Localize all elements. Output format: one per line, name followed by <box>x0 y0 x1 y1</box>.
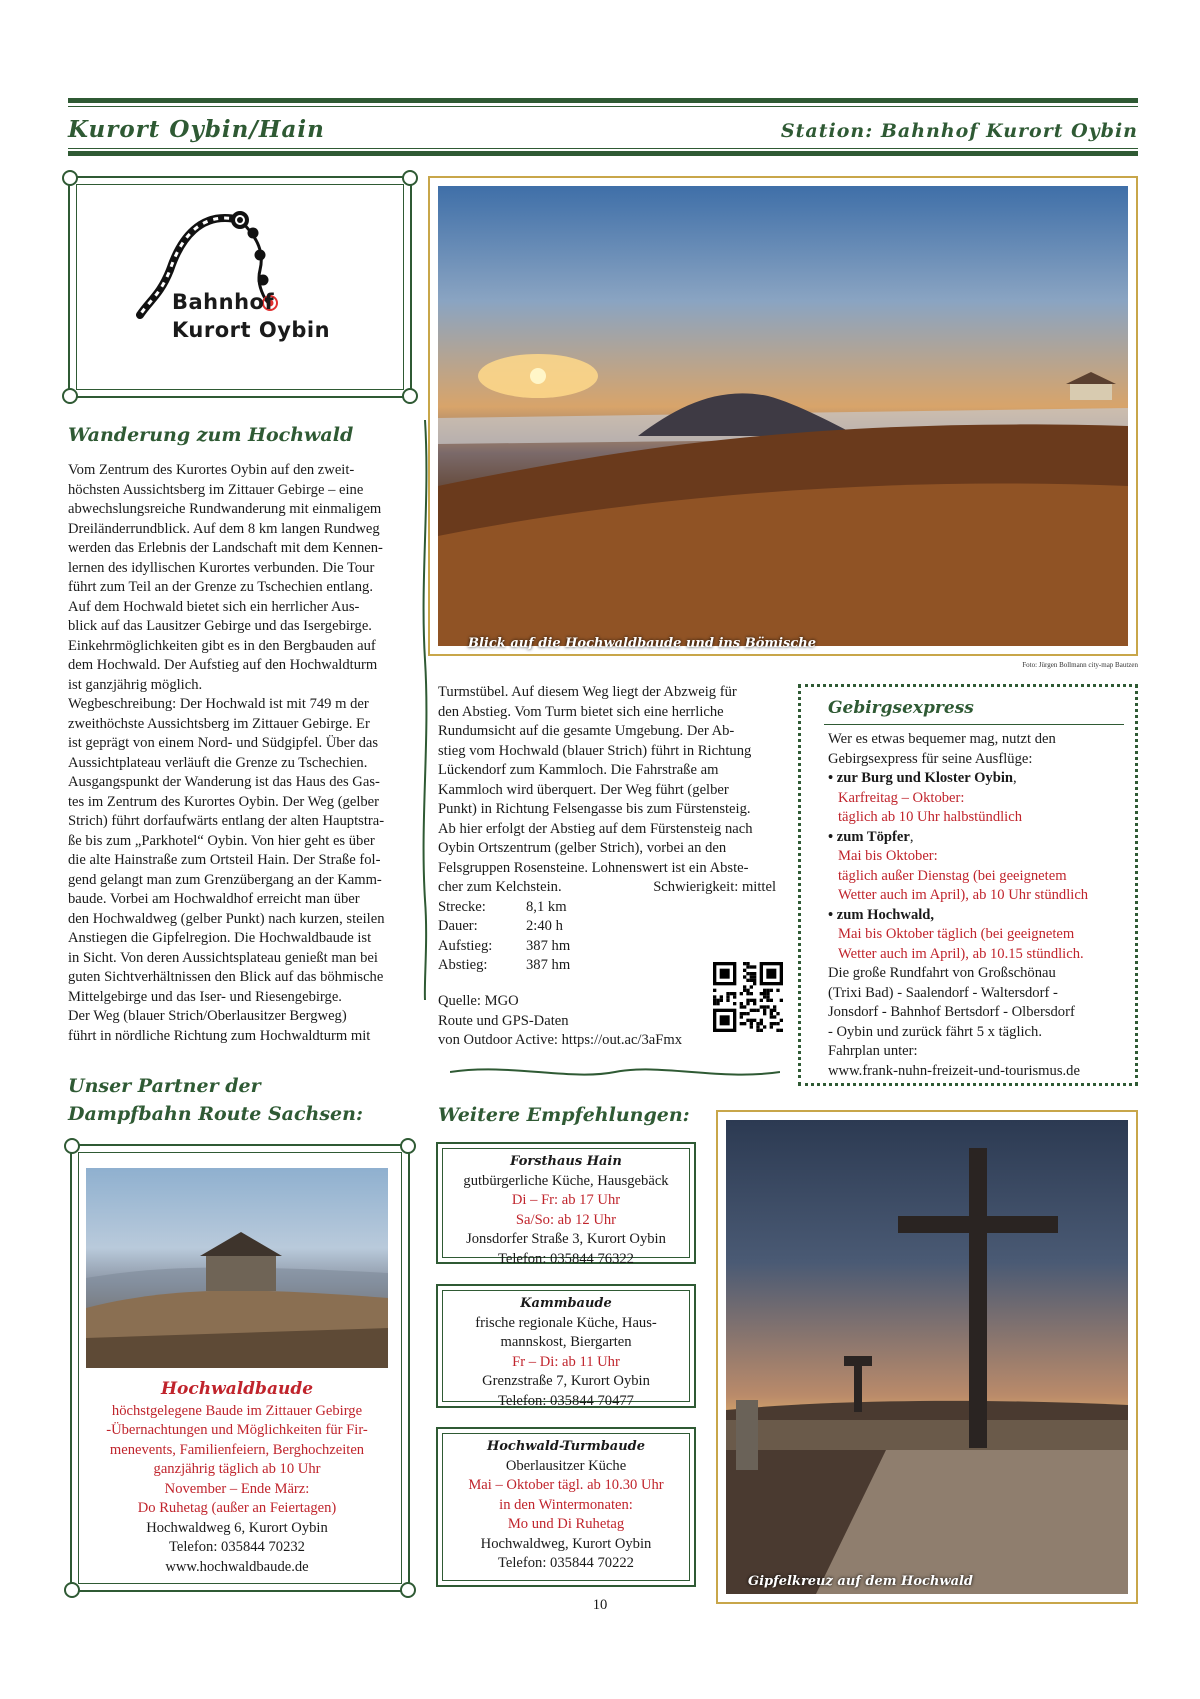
partner-red-line: menevents, Familienfeiern, Berghochzeiten <box>109 1441 365 1458</box>
express-outro-line: Jonsdorf - Bahnhof Bertsdorf - Olbersdorf <box>828 1004 1075 1020</box>
recommendation-hours: Fr – Di: ab 11 Uhr <box>512 1353 620 1370</box>
hike-text-line: Oybin Ortszentrum (gelber Strich), vorbei an den <box>438 840 727 856</box>
recommendation-content <box>438 1152 694 1269</box>
express-stop-time: Mai bis Oktober: <box>838 848 938 864</box>
express-stop-heading <box>828 906 1128 926</box>
recommendation-card <box>436 1142 696 1267</box>
stats-label: Strecke: <box>438 898 486 915</box>
recommendations-heading: Weitere Empfehlungen: <box>438 1104 690 1126</box>
qr-module <box>766 969 776 979</box>
qr-module <box>750 965 753 968</box>
qr-module <box>746 965 749 968</box>
partner-info-black <box>86 1519 388 1578</box>
qr-module <box>746 962 749 965</box>
hike-source <box>438 992 768 1051</box>
qr-module <box>770 989 773 992</box>
express-content-lines <box>828 730 1128 1081</box>
ornament-icon <box>400 1138 416 1154</box>
recommendation-content <box>438 1437 694 1574</box>
partner-black-line: www.hochwaldbaude.de <box>165 1558 309 1575</box>
hike-text-line: lernen des idyllischen Kurortes verbunden. Die Tour <box>68 559 375 576</box>
partner-red-line: -Übernachtungen und Möglichkeiten für Fir- <box>106 1422 368 1438</box>
hike-text-line: tes im Zentrum des Kurortes Oybin. Der Weg (gelber <box>68 793 380 810</box>
hike-text-line: führt zum Teil an der Grenze zu Tschechien entlang. <box>68 579 373 595</box>
source-line: Route und GPS-Daten <box>438 1012 569 1029</box>
qr-module <box>770 1022 773 1025</box>
qr-module <box>773 1009 776 1012</box>
ornament-icon <box>400 1582 416 1598</box>
partner-heading-line1: Unser Partner der <box>68 1075 261 1097</box>
header-rule-top <box>68 98 1138 103</box>
stats-label: Dauer: <box>438 918 478 934</box>
hike-text-line: Auf dem Hochwald bietet sich ein herrlicher Aus- <box>68 598 360 615</box>
qr-module <box>770 1009 773 1012</box>
hike-text-line: baude. Vorbei am Hochwaldhof erreicht man über <box>68 891 360 907</box>
recommendation-desc: Oberlausitzer Küche <box>505 1457 627 1474</box>
hike-text-line: Mittelgebirge und das Iser- und Riesengebirge. <box>68 988 342 1005</box>
stats-row <box>438 917 570 937</box>
express-stop-suffix: , <box>909 828 914 845</box>
qr-module <box>776 1022 779 1025</box>
recommendation-contact: Telefon: 035844 70222 <box>498 1555 634 1571</box>
hike-text-line: Ab hier erfolgt der Abstieg auf dem Fürstensteig nach <box>438 820 753 837</box>
hike-text-line: Punkt) in Richtung Felsengasse bis zum Fürstensteig. <box>438 801 751 817</box>
express-title-rule <box>824 724 1124 725</box>
qr-module <box>770 1012 773 1015</box>
hike-text-line: Dreiländerrundblick. Auf dem 8 km langen Rundweg <box>68 520 380 537</box>
qr-module <box>773 1005 776 1008</box>
hike-text-line: ist ganzjährig möglich. <box>68 676 203 693</box>
hike-text-col1 <box>68 461 420 1046</box>
recommendation-title: Forsthaus Hain <box>510 1154 622 1169</box>
recommendation-hours: Mo und Di Ruhetag <box>507 1516 625 1532</box>
stats-value: 387 hm <box>526 957 571 973</box>
hike-text-line: Aussichtplateau verläuft die Grenze zu Tschechien. <box>68 754 368 771</box>
qr-module <box>770 1015 773 1018</box>
hike-source-lines <box>438 992 768 1051</box>
hike-text-line: blick auf das Lausitzer Gebirge und das Isergebirge. <box>68 618 372 634</box>
cross-photo-caption: Gipfelkreuz auf dem Hochwald <box>748 1574 974 1589</box>
header-rule-top-thin <box>68 106 1138 107</box>
hike-stats-table <box>438 898 570 976</box>
route-stop <box>248 228 259 239</box>
recommendation-desc: mannskost, Biergarten <box>500 1334 632 1350</box>
stats-row <box>438 898 570 918</box>
recommendation-hours: Sa/So: ab 12 Uhr <box>515 1211 617 1228</box>
hike-text-line: Lückendorf zum Kammloch. Die Fahrstraße am <box>438 762 719 778</box>
route-stop <box>237 217 243 223</box>
express-content <box>828 730 1128 1081</box>
hike-text-line: höchsten Aussichtsberg im Zittauer Gebirge – eine <box>68 481 364 498</box>
partner-red-line: Do Ruhetag (außer an Feiertagen) <box>137 1500 337 1516</box>
qr-module <box>743 969 746 972</box>
recommendation-content <box>438 1294 694 1411</box>
route-stop <box>255 250 266 261</box>
hike-text-line: Turmstübel. Auf diesem Weg liegt der Abzweig für <box>438 684 737 700</box>
recommendation-hours: in den Wintermonaten: <box>499 1496 633 1513</box>
qr-module <box>776 989 779 992</box>
ornament-icon <box>402 170 418 186</box>
express-stop-time: täglich außer Dienstag (bei geeignetem <box>838 867 1067 884</box>
header-rule-bottom <box>68 151 1138 156</box>
hike-last-line <box>438 878 782 898</box>
hike-text-line: ist geprägt von einem Nord- und Südgipfel. Über das <box>68 735 379 751</box>
ornament-icon <box>62 388 78 404</box>
stats-label: Abstieg: <box>438 957 488 973</box>
partner-black-line: Hochwaldweg 6, Kurort Oybin <box>146 1519 328 1536</box>
partner-text <box>86 1380 388 1577</box>
express-outro-line: - Oybin und zurück fährt 5 x täglich. <box>828 1023 1042 1040</box>
main-photo <box>438 186 1128 646</box>
header-right-title: Station: Bahnhof Kurort Oybin <box>780 120 1138 142</box>
recommendation-hours: Mai – Oktober tägl. ab 10.30 Uhr <box>468 1477 664 1493</box>
ornament-icon <box>64 1582 80 1598</box>
hike-text-line: zweithöchste Aussichtsberg im Zittauer Gebirge. Er <box>68 715 370 732</box>
hike-text-line: den Abstieg. Vom Turm bietet sich eine herrliche <box>438 703 724 720</box>
qr-module <box>776 1012 779 1015</box>
hike-text-line: Wegbeschreibung: Der Hochwald ist mit 749 m der <box>68 696 369 712</box>
qr-module <box>780 1029 783 1032</box>
qr-module <box>753 982 756 985</box>
divider-flourish <box>450 1063 780 1081</box>
qr-module <box>750 975 753 978</box>
hike-last-text: cher zum Kelchstein. <box>438 879 562 895</box>
express-intro-line: Gebirgsexpress für seine Ausflüge: <box>828 750 1033 767</box>
partner-photo <box>86 1168 388 1368</box>
main-photo-caption: Blick auf die Hochwaldbaude und ins Bömische <box>468 636 817 651</box>
stats-row <box>438 937 570 957</box>
recommendation-card <box>436 1427 696 1587</box>
recommendation-contact: Hochwaldweg, Kurort Oybin <box>480 1535 652 1552</box>
hike-text-line: gend gelangt man zum Grenzübergang an der Kamm- <box>68 871 382 888</box>
stats-value: 387 hm <box>526 937 571 954</box>
hike-text-line: ße bis zum „Parkhotel“ Oybin. Von hier geht es über <box>68 832 375 849</box>
stats-value: 2:40 h <box>526 918 563 934</box>
stats-label: Aufstieg: <box>438 937 493 954</box>
partner-red-line: höchstgelegene Baude im Zittauer Gebirge <box>111 1402 363 1419</box>
qr-module <box>753 972 756 975</box>
partner-title: Hochwaldbaude <box>160 1379 314 1399</box>
source-line: von Outdoor Active: https://out.ac/3aFmx <box>438 1032 683 1048</box>
express-stop-time: Wetter auch im April), ab 10.15 stündlich. <box>838 945 1084 962</box>
express-stop-time: Wetter auch im April), ab 10 Uhr stündlich <box>838 887 1089 903</box>
express-stop-name: • zum Töpfer <box>828 828 910 845</box>
hike-text-line: Kammloch wird überquert. Der Weg führt (gelber <box>438 781 729 798</box>
express-outro-line: www.frank-nuhn-freizeit-und-tourismus.de <box>828 1062 1080 1079</box>
hike-text-line: Felsgruppen Rosensteine. Lohnenswert ist ein Abste- <box>438 859 749 876</box>
express-stop-suffix: , <box>1013 770 1017 786</box>
express-stop-time: Mai bis Oktober täglich (bei geeignetem <box>838 926 1075 942</box>
hike-text-line: die alte Hainstraße zum Ortsteil Hain. Der Straße fol- <box>68 852 381 868</box>
qr-module <box>746 972 749 975</box>
hike-text-line: dem Hochwald. Der Aufstieg auf den Hochwaldturm <box>68 657 378 673</box>
hike-text-line: Vom Zentrum des Kurortes Oybin auf den zweit- <box>68 462 355 478</box>
recommendation-card <box>436 1284 696 1408</box>
qr-module <box>753 975 756 978</box>
express-stop-name: • zur Burg und Kloster Oybin <box>828 770 1014 786</box>
ornament-icon <box>402 388 418 404</box>
express-outro-line: (Trixi Bad) - Saalendorf - Waltersdorf - <box>828 984 1058 1001</box>
express-stop-heading <box>828 828 1128 848</box>
express-stop-name: • zum Hochwald, <box>828 906 935 923</box>
recommendation-contact: Telefon: 035844 76322 <box>498 1250 634 1267</box>
stats-value: 8,1 km <box>526 898 567 915</box>
hike-text-line: Ausgangspunkt der Wanderung ist das Haus des Gas- <box>68 774 380 790</box>
recommendation-contact: Telefon: 035844 70477 <box>498 1392 634 1409</box>
hike-text-line: Strich) führt dorfaufwärts entlang der alten Hauptstra- <box>68 813 385 829</box>
recommendation-hours: Di – Fr: ab 17 Uhr <box>511 1192 621 1208</box>
partner-info-red <box>86 1402 388 1519</box>
qr-module <box>770 999 773 1002</box>
cross-photo <box>726 1120 1128 1594</box>
partner-heading-line2: Dampfbahn Route Sachsen: <box>68 1103 363 1125</box>
ornament-icon <box>64 1138 80 1154</box>
qr-module <box>720 969 730 979</box>
qr-module <box>746 979 749 982</box>
qr-module <box>750 972 753 975</box>
qr-module <box>753 965 756 968</box>
qr-module <box>753 979 756 982</box>
partner-black-line: Telefon: 035844 70232 <box>169 1539 305 1555</box>
page-number: 10 <box>592 1597 608 1613</box>
recommendation-contact: Jonsdorfer Straße 3, Kurort Oybin <box>466 1231 666 1247</box>
qr-module <box>770 1025 773 1028</box>
partner-red-line: ganzjährig täglich ab 10 Uhr <box>153 1461 321 1477</box>
express-stop-time: täglich ab 10 Uhr halbstündlich <box>838 809 1023 825</box>
hike-text-line: den Hochwaldweg (gelber Punkt) nach kurzen, steilen <box>68 910 385 927</box>
hike-text-line: guten Sichtverhältnissen den Blick auf das böhmische <box>68 969 384 985</box>
express-intro-line: Wer es etwas bequemer mag, nutzt den <box>828 731 1056 747</box>
hike-title: Wanderung zum Hochwald <box>68 424 354 446</box>
cross-photo-scene <box>726 1120 1128 1594</box>
qr-module <box>750 985 753 988</box>
recommendation-desc: gutbürgerliche Küche, Hausgebäck <box>463 1172 669 1189</box>
partner-red-line: November – Ende März: <box>164 1480 310 1497</box>
station-name-line2: Kurort Oybin <box>172 318 331 342</box>
hike-text-col2-lines <box>438 683 782 878</box>
ornament-icon <box>62 170 78 186</box>
stats-row <box>438 956 570 976</box>
main-photo-credit: Foto: Jürgen Bollmann city-map Bautzen <box>1022 661 1138 669</box>
qr-module <box>750 979 753 982</box>
express-stop-heading <box>828 769 1128 789</box>
partner-photo-scene <box>86 1168 388 1368</box>
qr-module <box>773 1022 776 1025</box>
qr-module <box>780 999 783 1002</box>
source-line: Quelle: MGO <box>438 993 519 1009</box>
hike-text-col1-lines <box>68 461 420 1046</box>
main-photo-scene <box>438 186 1128 646</box>
station-name-line1: Bahnhof <box>172 290 275 314</box>
hike-text-line: Der Weg (blauer Strich/Oberlausitzer Bergweg) <box>68 1008 347 1024</box>
express-outro-line: Die große Rundfahrt von Großschönau <box>828 965 1056 981</box>
hike-text-line: Anstiegen die Gipfelregion. Die Hochwaldbaude ist <box>68 930 372 946</box>
recommendation-desc: frische regionale Küche, Haus- <box>475 1314 657 1331</box>
qr-module <box>776 1029 779 1032</box>
qr-module <box>773 1015 776 1018</box>
recommendation-title: Kammbaude <box>520 1296 612 1311</box>
qr-module <box>780 1019 783 1022</box>
route-stop <box>258 275 269 286</box>
qr-module <box>743 975 746 978</box>
hike-text-col2 <box>438 683 782 976</box>
qr-module <box>743 962 746 965</box>
recommendation-title: Hochwald-Turmbaude <box>486 1439 646 1454</box>
hike-text-line: abwechslungsreiche Rundwanderung mit einmaligem <box>68 501 382 517</box>
hike-text-line: stieg vom Hochwald (blauer Strich) führt in Richtung <box>438 742 752 759</box>
header-left-title: Kurort Oybin/Hain <box>68 116 325 143</box>
header-rule-bottom-thin <box>68 148 1138 149</box>
hike-text-line: führt in nördliche Richtung zum Hochwaldturm mit <box>68 1027 371 1044</box>
express-title: Gebirgsexpress <box>828 698 974 718</box>
hike-text-line: Einkehrmöglichkeiten gibt es in den Bergbauden auf <box>68 637 376 654</box>
qr-module <box>743 985 746 988</box>
hike-text-line: Rundumsicht auf die gesamte Umgebung. Der Ab- <box>438 723 735 739</box>
hike-text-line: werden das Erlebnis der Landschaft mit dem Kennen- <box>68 540 383 556</box>
hike-text-line: in Sicht. Von deren Aussichtsplateau genießt man bei <box>68 949 378 966</box>
express-stop-time: Karfreitag – Oktober: <box>838 789 965 806</box>
recommendation-contact: Grenzstraße 7, Kurort Oybin <box>482 1373 650 1389</box>
express-outro-line: Fahrplan unter: <box>828 1043 918 1059</box>
hike-difficulty: Schwierigkeit: mittel <box>653 879 776 895</box>
